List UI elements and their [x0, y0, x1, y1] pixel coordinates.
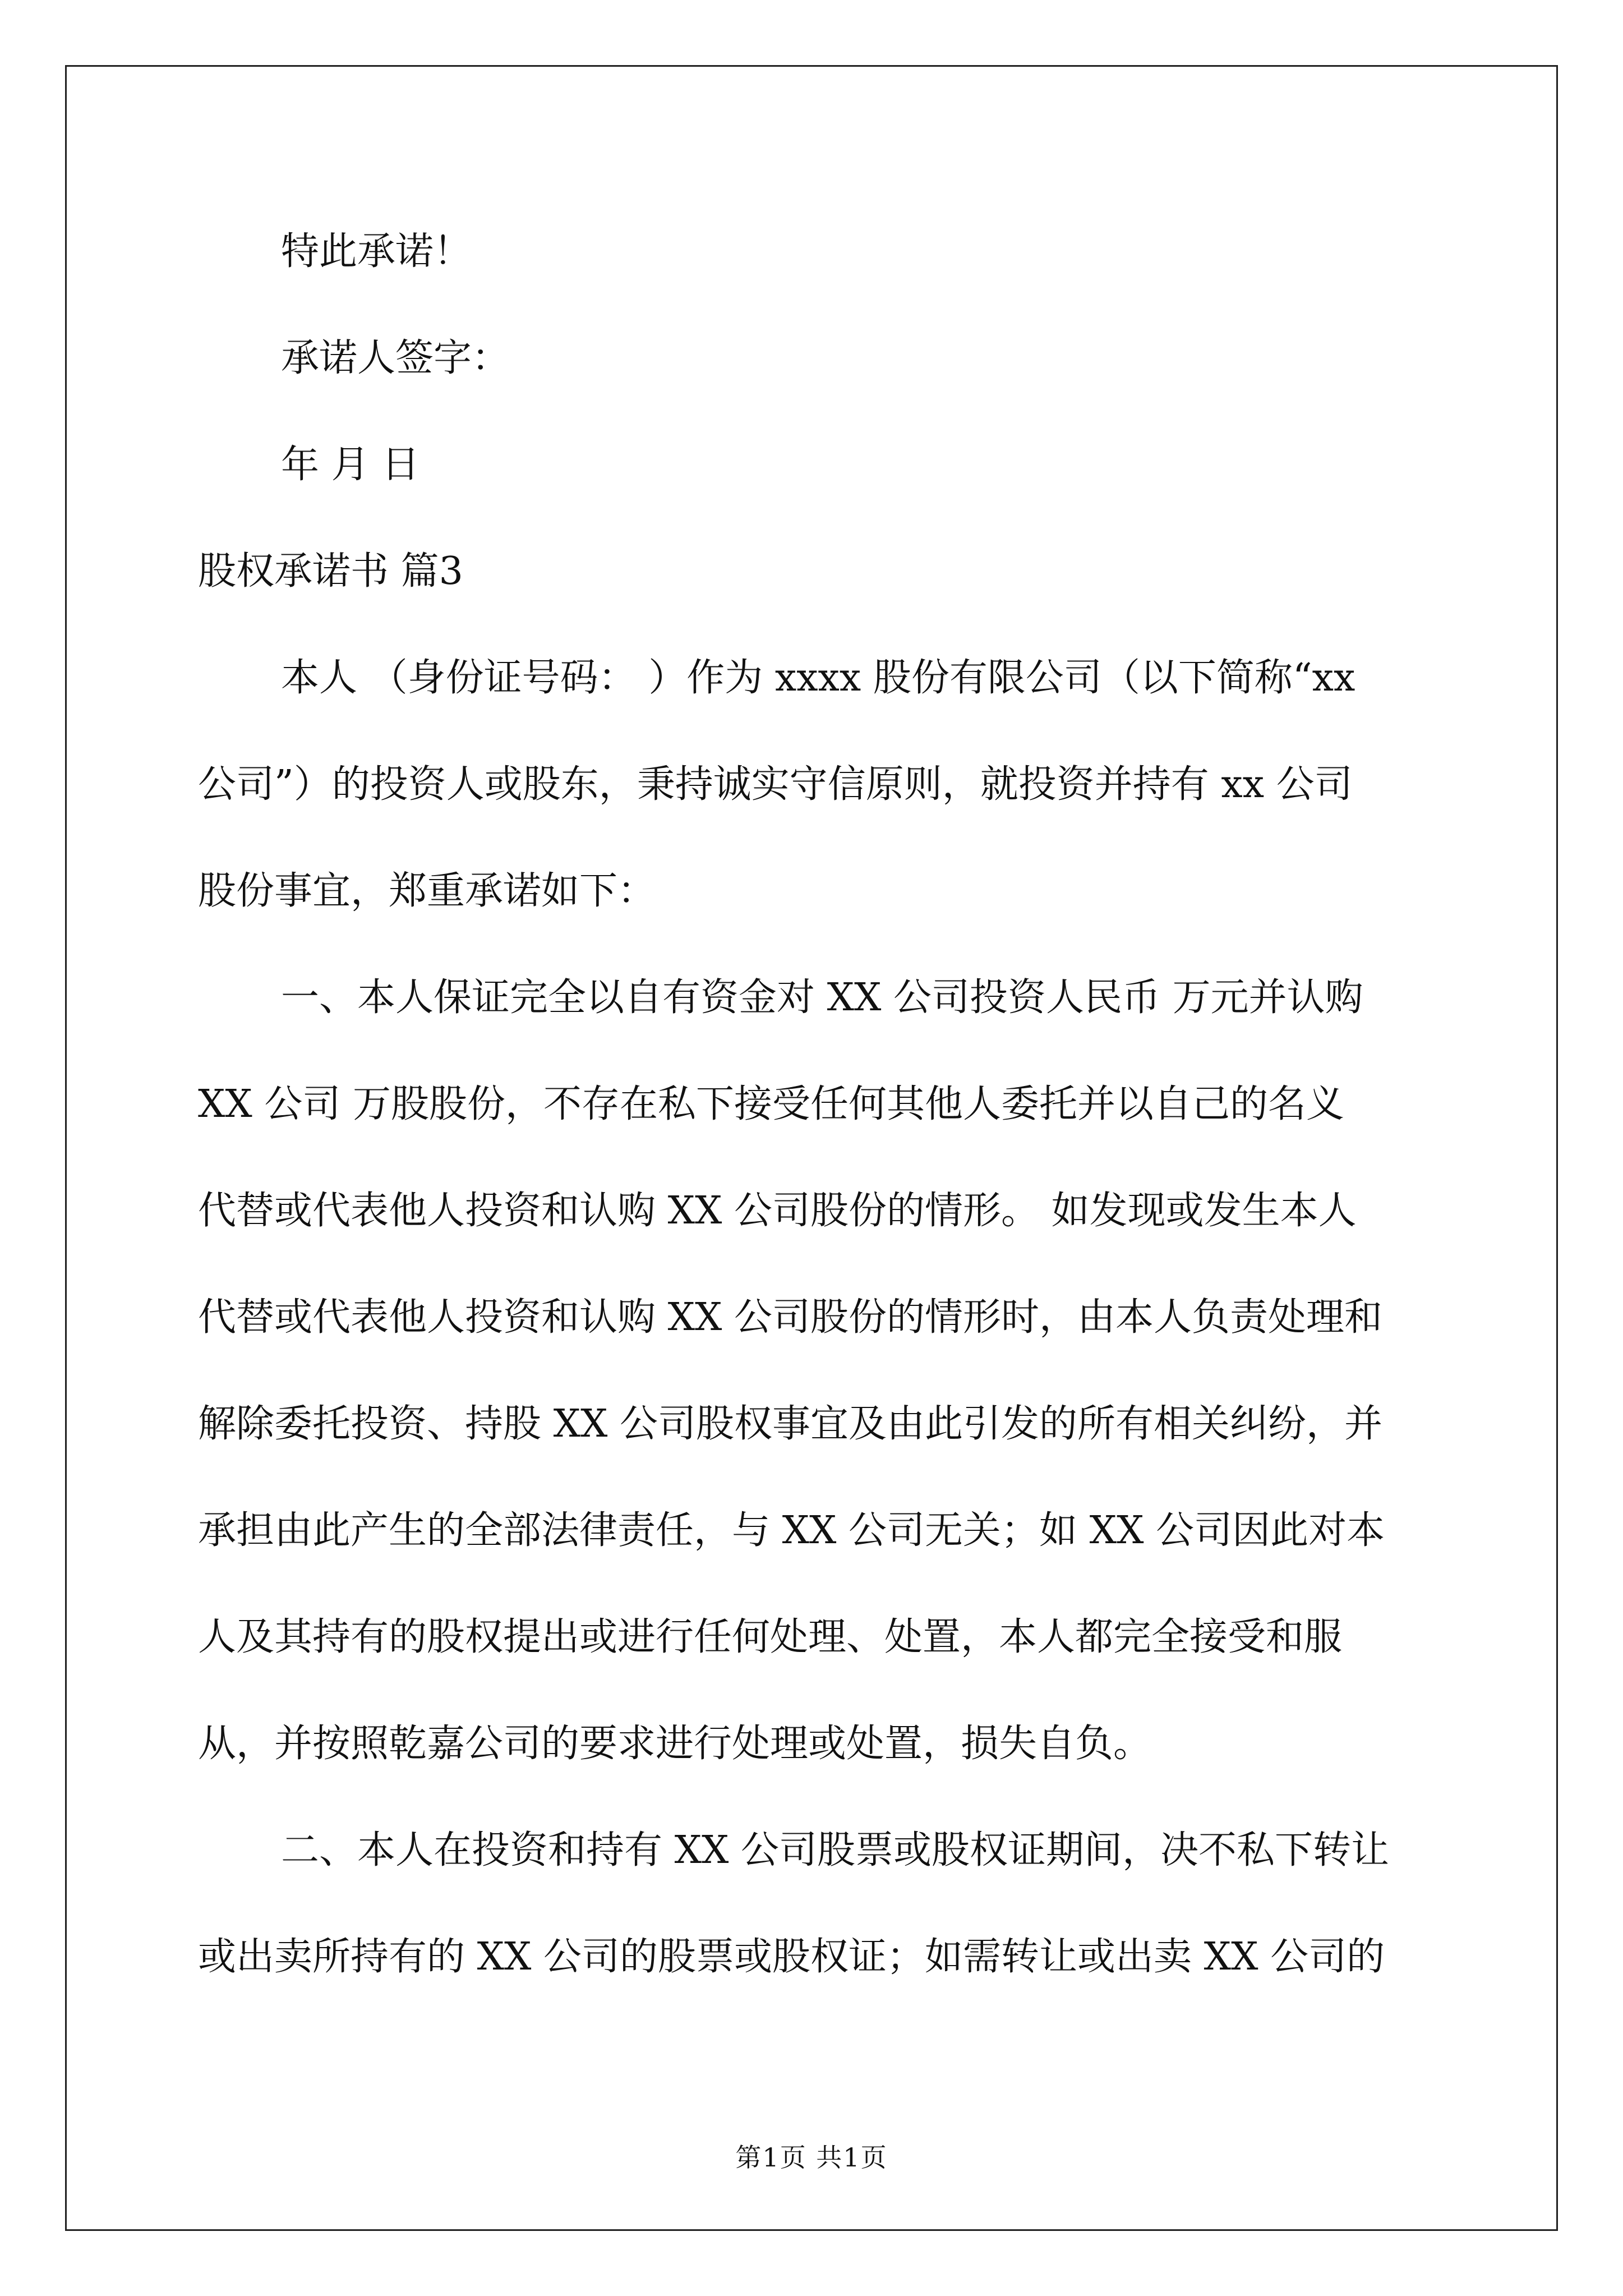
paragraph-line: 代替或代表他人投资和认购 XX 公司股份的情形。 如发现或发生本人: [198, 1189, 1357, 1233]
section-heading: 股权承诺书 篇3: [198, 549, 463, 593]
paragraph-line: 一、本人保证完全以自有资金对 XX 公司投资人民币 万元并认购: [281, 976, 1363, 1020]
paragraph-line: 人及其持有的股权提出或进行任何处理、处置，本人都完全接受和服: [198, 1615, 1343, 1659]
paragraph-line: 股份事宜，郑重承诺如下：: [198, 869, 656, 913]
signature-label: 承诺人签字：: [281, 336, 510, 380]
paragraph-line: 承担由此产生的全部法律责任，与 XX 公司无关；如 XX 公司因此对本: [198, 1508, 1385, 1553]
page-border: [65, 65, 1558, 2231]
paragraph-line: 解除委托投资、持股 XX 公司股权事宜及由此引发的所有相关纠纷，并: [198, 1402, 1383, 1446]
paragraph-line: 从，并按照乾嘉公司的要求进行处理或处置，损失自负。: [198, 1722, 1152, 1766]
paragraph-line: 本人 （身份证号码： ）作为 xxxx 股份有限公司（以下简称“xx: [281, 656, 1355, 700]
page-number-footer: 第1页 共1页: [735, 2142, 888, 2173]
paragraph-line: 代替或代表他人投资和认购 XX 公司股份的情形时，由本人负责处理和: [198, 1295, 1383, 1340]
paragraph-line: 二、本人在投资和持有 XX 公司股票或股权证期间，决不私下转让: [281, 1828, 1390, 1872]
closing-statement: 特此承诺！: [281, 229, 472, 274]
paragraph-line: 公司”）的投资人或股东，秉持诚实守信原则，就投资并持有 xx 公司: [198, 762, 1353, 807]
date-line: 年 月 日: [281, 443, 420, 487]
paragraph-line: XX 公司 万股股份，不存在私下接受任何其他人委托并以自己的名义: [198, 1082, 1345, 1126]
paragraph-line: 或出卖所持有的 XX 公司的股票或股权证；如需转让或出卖 XX 公司的: [198, 1935, 1385, 1979]
